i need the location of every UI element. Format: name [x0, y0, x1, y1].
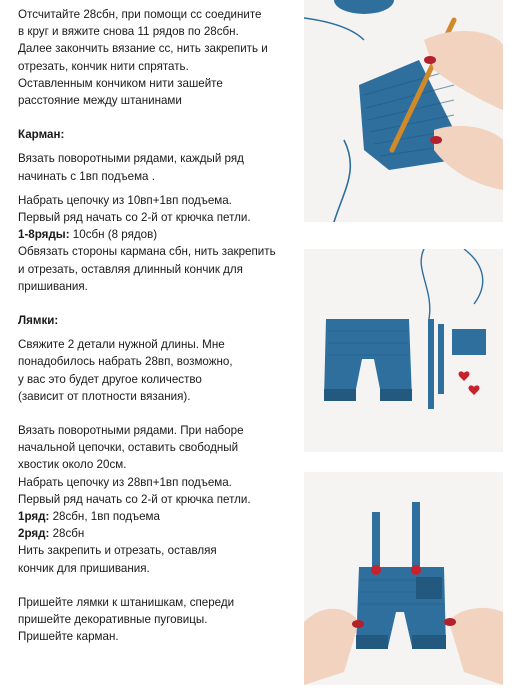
photo-finished-overalls — [304, 472, 503, 685]
strap-row-1-line — [18, 508, 298, 525]
text-line: Первый ряд начать со 2-й от крючка петли. — [18, 492, 251, 506]
text-line: Оставленным кончиком нити зашейте — [18, 76, 223, 90]
text-line: кончик для пришивания. — [18, 561, 150, 575]
text-line: у вас это будет другое количество — [18, 372, 202, 386]
photo-crocheting-leg — [304, 0, 503, 222]
text-line: Пришейте карман. — [18, 630, 119, 644]
text-line: Свяжите 2 детали нужной длины. Мне — [18, 338, 225, 352]
text-line: Пришейте лямки к штанишкам, спереди — [18, 595, 235, 609]
row-text: 28сбн, 1вп подъема — [49, 510, 160, 524]
instructions-text — [18, 6, 298, 646]
text-line: Вязать поворотными рядами. При наборе — [18, 424, 244, 438]
row-label: 2ряд: — [18, 527, 50, 541]
text-line: Вязать поворотными рядами, каждый ряд — [18, 152, 244, 166]
text-line: Набрать цепочку из 28вп+1вп подъема. — [18, 475, 232, 489]
intro-paragraph — [18, 6, 298, 109]
text-line: в круг и вяжите снова 11 рядов по 28сбн. — [18, 25, 239, 39]
text-line: начинать с 1вп подъема . — [18, 169, 155, 183]
text-line: пришивания. — [18, 279, 88, 293]
text-line: пришейте декоративные пуговицы. — [18, 613, 208, 627]
text-line: отрезать, кончик нити спрятать. — [18, 59, 189, 73]
pocket-rows-line — [18, 226, 298, 243]
text-line: Отсчитайте 28сбн, при помощи сс соедините — [18, 8, 262, 21]
row-text: 10сбн (8 рядов) — [69, 228, 158, 242]
text-line: Набрать цепочку из 10вп+1вп подъема. — [18, 193, 232, 207]
straps-paragraph-2 — [18, 422, 298, 577]
text-line: понадобилось набрать 28вп, возможно, — [18, 355, 233, 369]
text-line: Нить закрепить и отрезать, оставляя — [18, 544, 217, 558]
strap-row-2-line — [18, 525, 298, 542]
pocket-paragraph-1 — [18, 150, 298, 184]
text-line: хвостик около 20см. — [18, 458, 127, 472]
row-label: 1-8ряды: — [18, 228, 70, 242]
straps-paragraph-final — [18, 594, 298, 646]
pocket-paragraph-2 — [18, 192, 298, 295]
text-line: расстояние между штанинами — [18, 94, 182, 108]
row-text: 28сбн — [49, 527, 85, 541]
text-line: Обвязать стороны кармана сбн, нить закрепить — [18, 245, 276, 259]
straps-paragraph-1 — [18, 336, 298, 405]
text-line: начальной цепочки, оставить свободный — [18, 441, 239, 455]
text-line: (зависит от плотности вязания). — [18, 389, 191, 403]
text-line: Далее закончить вязание сс, нить закрепить и — [18, 42, 268, 56]
pocket-heading: Карман: — [18, 128, 65, 142]
photo-shorts-parts — [304, 249, 503, 452]
text-line: и отрезать, оставляя длинный кончик для — [18, 262, 243, 276]
straps-heading: Лямки: — [18, 314, 59, 328]
row-label: 1ряд: — [18, 510, 50, 524]
text-line: Первый ряд начать со 2-й от крючка петли. — [18, 211, 251, 225]
